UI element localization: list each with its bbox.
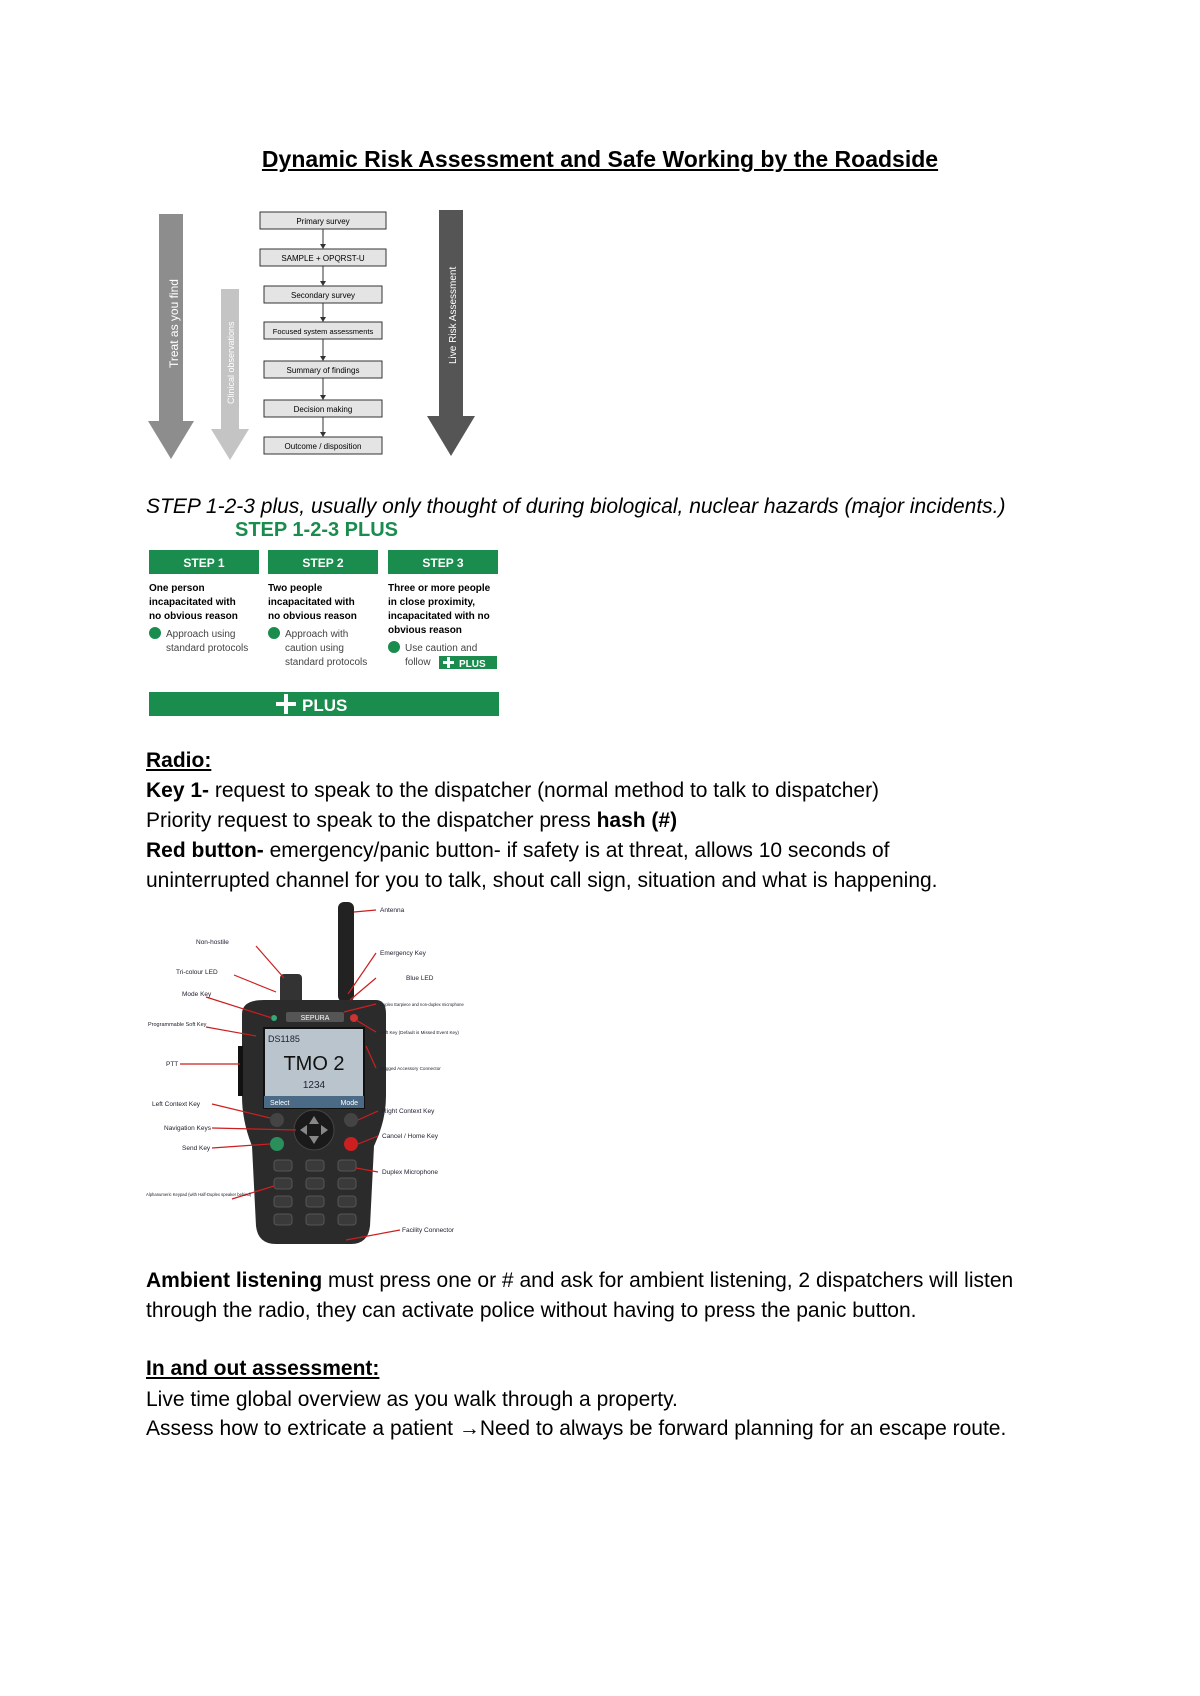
ambient-line-2: through the radio, they can activate police without having to press the panic button. [146,1299,917,1322]
page-title: Dynamic Risk Assessment and Safe Working by the Roadside [261,146,939,172]
label-antenna: Antenna [380,907,405,914]
ambient-text: must press one or # and ask for ambient listening, 2 dispatchers will listen [322,1269,1014,1292]
right-arrow-label: Live Risk Assessment [448,266,459,364]
arrow-icon: → [458,1417,480,1440]
label-cancel-home: Cancel / Home Key [382,1133,438,1140]
step1-desc-1: incapacitated with [149,597,236,608]
flow-box-2 [260,249,386,266]
radio-red-line-2: uninterrupted channel for you to talk, shout call sign, situation and what is happening. [146,869,938,892]
key1-label: Key 1- [146,779,210,802]
label-duplex-mic: Duplex Microphone [382,1169,439,1176]
cancel-key [344,1137,358,1151]
label-facility: Facility Connector [402,1227,455,1234]
screen-right: Mode [340,1100,358,1107]
step3-desc-1: in close proximity, [388,597,476,608]
label-duplex-earpiece: Duplex Earpiece and non-duplex microphone [380,1002,464,1007]
label-soft-key: Soft Key (Default is Missed Event Key) [380,1030,459,1035]
flow-box-7 [264,437,382,454]
label-emergency: Emergency Key [380,950,426,957]
inout-line-1: Live time global overview as you walk through a property. [146,1388,678,1411]
step123-figure [146,516,502,722]
flow-box-text: Focused system assessments [272,327,374,336]
label-mode-key: Mode Key [182,991,212,998]
step1-action-1: standard protocols [166,643,249,654]
flow-box-1 [260,212,386,229]
radio-priority-line [146,806,677,836]
mid-arrow-label: Clinical observations [226,321,236,404]
flow-box-6 [264,400,382,417]
step3-action-1: follow [405,657,431,668]
antenna [338,902,354,1002]
step-intro: STEP 1-2-3 plus, usually only thought of during biological, nuclear hazards (major incidents.) [146,495,1006,518]
step1-desc-0: One person [149,583,205,594]
flow-box-text: Summary of findings [286,366,360,375]
step3-header-text: STEP 3 [422,556,464,570]
step3-desc-0: Three or more people [388,583,491,594]
flow-box-5 [264,361,382,378]
inout-line-2 [146,1414,1006,1444]
label-left-context: Left Context Key [152,1101,201,1108]
red-button-text: emergency/panic button- if safety is at threat, allows 10 seconds of [263,839,890,862]
step2-action-2: standard protocols [285,657,368,668]
flow-box-3 [264,286,382,303]
right-context-key [344,1113,358,1127]
inout-line2-a: Assess how to extricate a patient [146,1417,459,1440]
radio-red-line [146,836,889,866]
plus-badge-text: PLUS [459,659,486,670]
step1-bullet [149,627,161,639]
label-nav-keys: Navigation Keys [164,1125,211,1132]
step3-desc-2: incapacitated with no [388,611,490,622]
label-ptt: PTT [166,1061,179,1068]
step2-desc-1: incapacitated with [268,597,355,608]
ptt [238,1046,243,1096]
label-keypad: Alphanumeric Keypad (with Half-Duplex speaker behind) [146,1192,252,1197]
step2-action-0: Approach with [285,629,349,640]
flowchart-figure [146,204,486,464]
step2-action-1: caution using [285,643,344,654]
ambient-label: Ambient listening [146,1269,323,1292]
step3-action-0: Use caution and [405,643,478,654]
step2-desc-0: Two people [268,583,323,594]
flow-box-text: Primary survey [296,217,350,226]
radio-key1-line [146,776,879,806]
ambient-line-1 [146,1266,1013,1296]
step1-desc-2: no obvious reason [149,611,238,622]
screen-sub: 1234 [302,1080,326,1091]
flow-box-text: SAMPLE + OPQRST-U [281,254,365,263]
step3-bullet [388,641,400,653]
red-button-label: Red button- [146,839,264,862]
inout-line2-b: Need to always be forward planning for an escape route. [479,1417,1007,1440]
left-context-key [270,1113,284,1127]
priority-bold: hash (#) [596,809,678,832]
step3-desc-3: obvious reason [388,625,462,636]
label-send-key: Send Key [182,1145,211,1152]
radio-heading: Radio: [146,749,212,772]
flow-box-text: Outcome / disposition [284,442,362,451]
label-right-context: Right Context Key [382,1108,435,1115]
step2-header-text: STEP 2 [302,556,344,570]
label-prog-soft-key: Programmable Soft Key [148,1022,207,1028]
screen-top: DS1185 [268,1034,300,1044]
plus-bar-text: PLUS [302,696,348,715]
left-arrow-label: Treat as you find [167,279,181,368]
step1-action-0: Approach using [166,629,236,640]
step123-title: STEP 1-2-3 PLUS [235,519,399,541]
brand: SEPURA [300,1015,330,1022]
screen-left: Select [270,1100,290,1107]
send-key [270,1137,284,1151]
label-rugged: Rugged Accessory Connector [380,1066,441,1071]
priority-text: Priority request to speak to the dispatcher press [146,809,597,832]
flow-box-4 [264,322,382,339]
inout-heading: In and out assessment: [146,1357,380,1380]
label-tricolour: Tri-colour LED [176,969,218,976]
step1-header-text: STEP 1 [183,556,225,570]
screen-main: TMO 2 [283,1053,345,1075]
step2-bullet [268,627,280,639]
label-blue-led: Blue LED [406,975,434,982]
knob [280,974,302,1004]
flow-box-text: Secondary survey [290,291,356,300]
radio-diagram [146,896,496,1252]
key1-text: request to speak to the dispatcher (normal method to talk to dispatcher) [209,779,880,802]
step2-desc-2: no obvious reason [268,611,357,622]
label-non-hostile: Non-hostile [196,939,229,946]
flow-box-text: Decision making [293,405,353,414]
